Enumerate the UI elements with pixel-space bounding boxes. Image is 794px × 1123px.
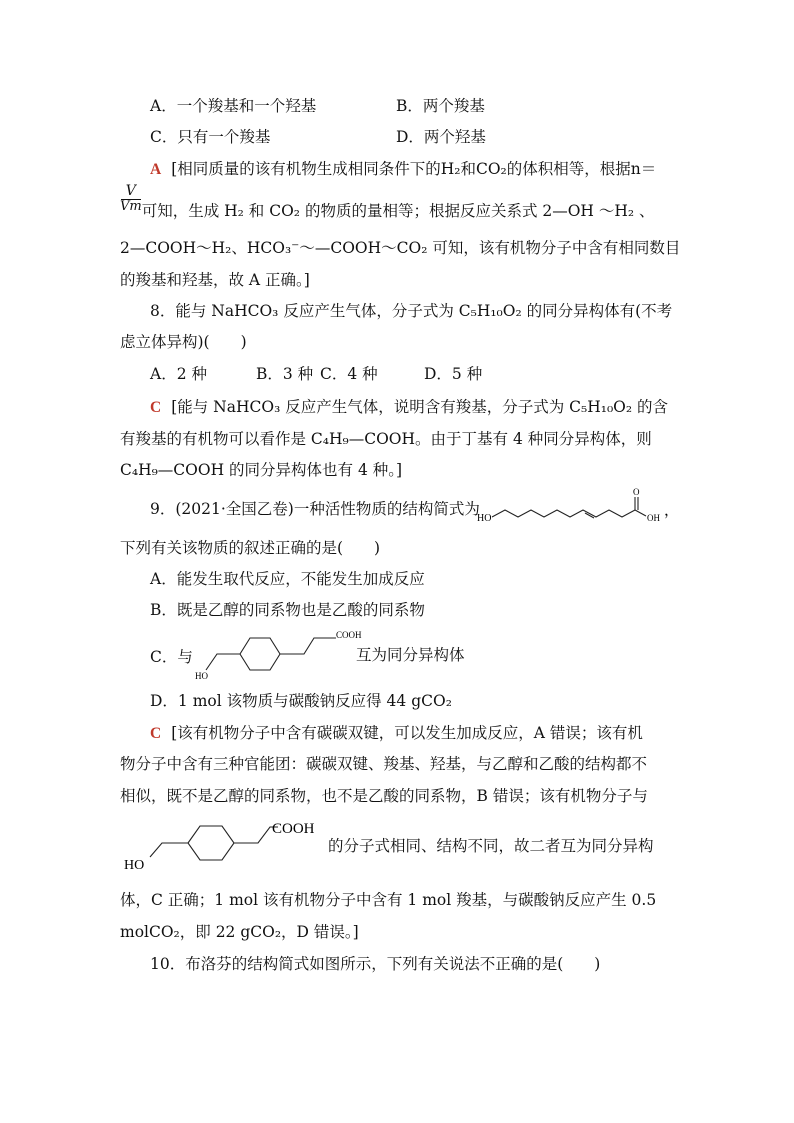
option-c-ho-label: HO	[195, 671, 208, 681]
molecule-o-label: O	[633, 487, 640, 497]
q9-option-c-prefix: C．与	[150, 648, 193, 666]
q8-explanation-line-2: 有羧基的有机物可以看作是 C₄H₉—COOH。由于丁基有 4 种同分异构体，则	[120, 430, 652, 448]
q8-option-b: B．3 种	[256, 365, 314, 383]
fraction-denominator: Vm	[120, 199, 142, 214]
option-c-cooh-label: COOH	[336, 630, 362, 640]
q7-explanation-line-2	[120, 183, 655, 222]
q8-option-a: A．2 种	[150, 365, 207, 383]
q8-explanation-line-1	[150, 396, 668, 419]
q7-answer: A	[150, 161, 162, 178]
q9-explanation-line-4: 的分子式相同、结构不同，故二者互为同分异构	[328, 837, 654, 855]
q8-explanation-line-3: C₄H₉—COOH 的同分异构体也有 4 种。]	[120, 461, 403, 479]
q7-explanation-line-3: 2—COOH～H₂、HCO₃⁻～—COOH～CO₂ 可知，该有机物分子中含有相同数目	[120, 239, 681, 257]
q7-explanation-line-4: 的羧基和羟基，故 A 正确。]	[120, 271, 310, 289]
q9-explanation-line-5: 体，C 正确；1 mol 该有机物分子中含有 1 mol 羧基，与碳酸钠反应产生 0.5	[120, 891, 657, 909]
molecule-ho-label: HO	[477, 513, 492, 524]
q9-option-b: B．既是乙醇的同系物也是乙酸的同系物	[150, 601, 425, 619]
q7-exp-text-2: 可知，生成 H₂ 和 CO₂ 的物质的量相等；根据反应关系式 2—OH ～H₂ 、	[141, 202, 655, 220]
q9-option-c-structure	[190, 624, 370, 684]
q9-molecule-structure	[476, 485, 680, 529]
q8-option-c: C．4 种	[320, 365, 378, 383]
q9-answer: C	[150, 725, 162, 742]
q7-option-d: D．两个羟基	[396, 128, 486, 146]
q9-explanation-structure	[120, 813, 330, 875]
q7-option-c: C．只有一个羧基	[150, 128, 271, 146]
q8-stem-line-2: 虑立体异构)( )	[120, 333, 247, 351]
volume-fraction	[120, 184, 142, 214]
q9-stem-line-2: 下列有关该物质的叙述正确的是( )	[120, 539, 381, 557]
molecule-trailing-comma: ，	[664, 503, 680, 519]
q7-option-b: B．两个羧基	[396, 97, 485, 115]
q8-stem-line-1: 8．能与 NaHCO₃ 反应产生气体，分子式为 C₅H₁₀O₂ 的同分异构体有(不考	[150, 302, 673, 320]
q9-option-a: A．能发生取代反应，不能发生加成反应	[150, 570, 425, 588]
fraction-numerator: V	[125, 183, 136, 199]
explanation-cooh-label: COOH	[272, 821, 315, 837]
q8-exp-text-1: [能与 NaHCO₃ 反应产生气体，说明含有羧基，分子式为 C₅H₁₀O₂ 的含	[171, 398, 668, 416]
q9-explanation-line-1	[150, 722, 643, 745]
q7-explanation-line-1	[150, 158, 656, 181]
q9-stem-line-1: 9．(2021·全国乙卷)一种活性物质的结构简式为	[150, 500, 480, 518]
molecule-oh-label: OH	[647, 513, 660, 523]
q9-option-c-suffix: 互为同分异构体	[356, 646, 465, 664]
q9-option-d: D．1 mol 该物质与碳酸钠反应得 44 gCO₂	[150, 692, 452, 710]
q8-option-d: D．5 种	[424, 365, 483, 383]
q9-explanation-line-2: 物分子中含有三种官能团：碳碳双键、羧基、羟基，与乙醇和乙酸的结构都不	[120, 755, 648, 773]
q10-stem: 10．布洛芬的结构简式如图所示，下列有关说法不正确的是( )	[150, 955, 601, 973]
q9-explanation-line-6: molCO₂，即 22 gCO₂，D 错误。]	[120, 923, 359, 941]
q8-answer: C	[150, 399, 162, 416]
q9-exp-text-1: [该有机物分子中含有碳碳双键，可以发生加成反应，A 错误；该有机	[171, 724, 643, 742]
q7-option-a: A．一个羧基和一个羟基	[150, 97, 317, 115]
q9-explanation-line-3: 相似，既不是乙醇的同系物，也不是乙酸的同系物，B 错误；该有机物分子与	[120, 787, 648, 805]
q7-exp-text-1: [相同质量的该有机物生成相同条件下的H₂和CO₂的体积相等，根据n＝	[171, 160, 657, 178]
explanation-ho-label: HO	[124, 858, 145, 873]
